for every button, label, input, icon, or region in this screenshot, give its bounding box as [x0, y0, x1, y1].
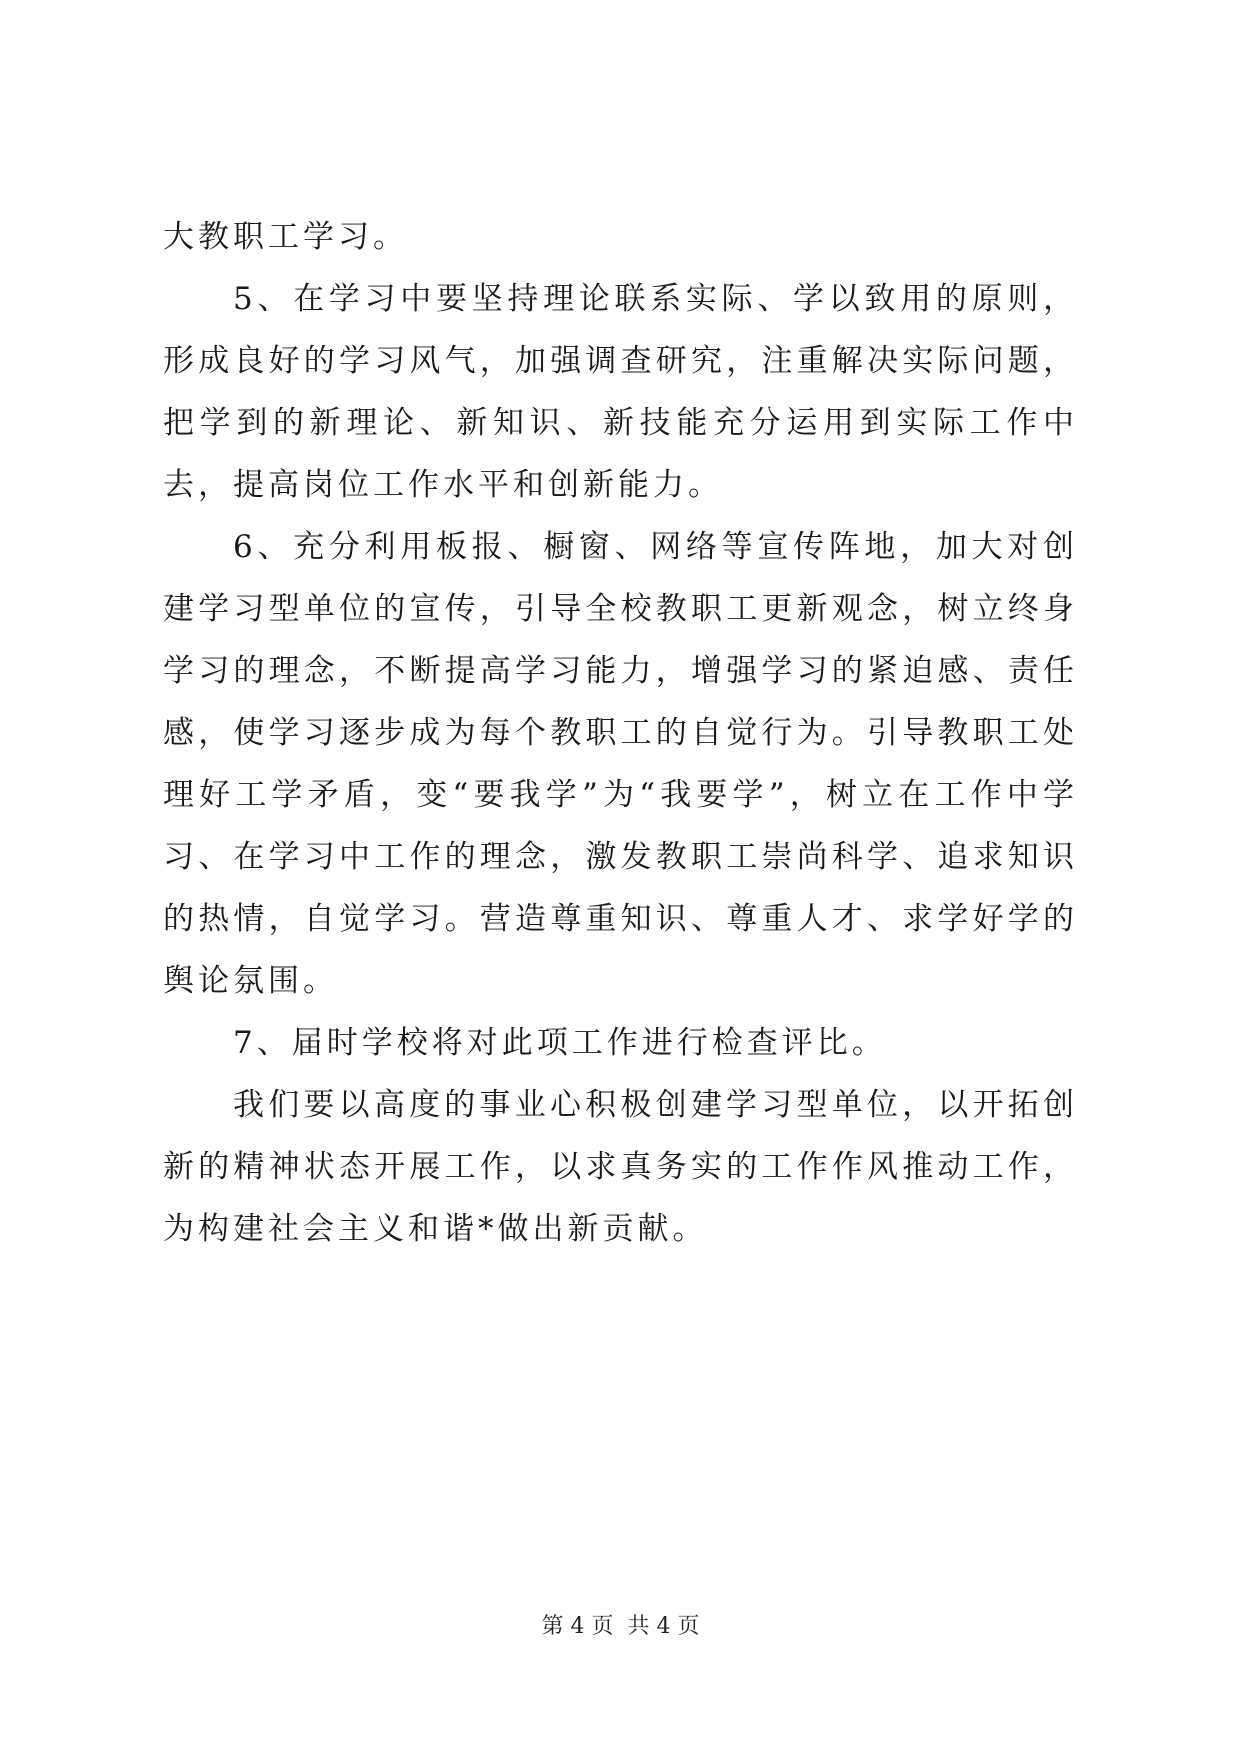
document-body — [163, 206, 1078, 1260]
paragraph-closing: 我们要以高度的事业心积极创建学习型单位，以开拓创新的精神状态开展工作，以求真务实的工作作风推动工作，为构建社会主义和谐*做出新贡献。 — [163, 1087, 1078, 1247]
page-number-label: 第 4 页 共 4 页 — [541, 1614, 700, 1639]
paragraph-continuation: 大教职工学习。 — [163, 219, 408, 255]
paragraph-item-6: 6、充分利用板报、橱窗、网络等宣传阵地，加大对创建学习型单位的宣传，引导全校教职工更新观念，树立终身学习的理念，不断提高学习能力，增强学习的紧迫感、责任感，使学习逐步成为每个教职工的自觉行为。引导教职工处理好工学矛盾，变“要我学”为“我要学”，树立在工作中学习、在学习中工作的理念，激发教职工崇尚科学、追求知识的热情，自觉学习。营造尊重知识、尊重人才、求学好学的舆论氛围。 — [163, 529, 1078, 999]
paragraph-item-7: 7、届时学校将对此项工作进行检查评比。 — [233, 1025, 887, 1061]
paragraph-item-5: 5、在学习中要坚持理论联系实际、学以致用的原则，形成良好的学习风气，加强调查研究，注重解决实际问题，把学到的新理论、新知识、新技能充分运用到实际工作中去，提高岗位工作水平和创新能力。 — [163, 281, 1078, 503]
page-footer — [0, 1612, 1241, 1642]
